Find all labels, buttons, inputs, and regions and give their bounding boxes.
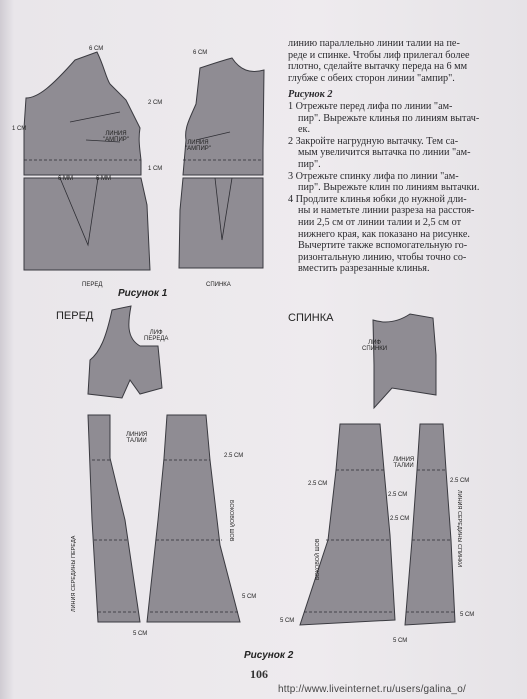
intro-line-2: плотно, сделайте вытачку переда на 6 мм	[288, 61, 468, 73]
fig2-label-center-back: ЛИНИЯ СЕРЕДИНЫ СПИНКИ	[456, 490, 462, 568]
step4-line-0: 4 Продлите клинья юбки до нужной дли-	[288, 193, 467, 205]
step4-line-2: нии 2,5 см от линии талии и 2,5 см от	[298, 216, 462, 228]
step2-line-1: мым увеличится вытачка по линии "ам-	[298, 147, 471, 159]
fig2-label-25cm-back-right: 2.5 СМ	[450, 478, 470, 484]
fig1-back-skirt	[179, 178, 263, 268]
fig1-front-bodice	[24, 52, 141, 175]
step4-line-1: ны и наметьте линии разреза на расстоя-	[298, 205, 475, 217]
fig1-label-back: СПИНКА	[206, 282, 231, 288]
fig2-front-heading: ПЕРЕД	[56, 310, 94, 322]
intro-line-3: глубже с обеих сторон линии "ампир".	[288, 72, 455, 84]
fig2-label-5cm-front-bottom: 5 СМ	[133, 631, 148, 637]
step2-line-0: 2 Закройте нагрудную вытачку. Тем са-	[288, 135, 459, 147]
fig2-label-bodice-front: ЛИФ ПЕРЕДА	[144, 330, 169, 342]
fig1-back-bodice	[183, 58, 264, 175]
fig1-caption: Рисунок 1	[118, 288, 168, 299]
step2-line-2: пир".	[298, 158, 321, 170]
fig2-front-skirt-side	[147, 415, 240, 622]
fig2-label-5cm-back-left: 5 СМ	[280, 618, 295, 624]
fig1-label-6cm-front: 6 СМ	[89, 46, 104, 52]
step4-line-4: Вычертите также вспомогательную го-	[298, 240, 468, 252]
step1-line-2: ек.	[298, 124, 311, 136]
step3-line-1: пир". Вырежьте клин по линиям вытачки.	[298, 182, 480, 194]
fig2-label-waist-back: ЛИНИЯ ТАЛИИ	[393, 457, 415, 469]
fig1-label-empire-back: ЛИНИЯ "АМПИР"	[185, 140, 211, 152]
intro-line-0: линию параллельно линии талии на пе-	[288, 38, 460, 49]
fig2-back-bodice	[373, 314, 436, 408]
fig2-caption: Рисунок 2	[244, 650, 294, 661]
fig2-front-bodice	[88, 306, 162, 398]
fig2-back-skirt-side	[300, 424, 395, 625]
intro-line-1: реде и спинке. Чтобы лиф прилегал более	[288, 49, 470, 61]
fig2-label-side-seam-back: БОКОВОЙ ШОВ	[315, 538, 321, 580]
fig2-label-bodice-back: ЛИФ СПИНКИ	[362, 340, 388, 352]
step1-line-0: 1 Отрежьте перед лифа по линии "ам-	[288, 100, 453, 112]
step4-line-3: нижнего края, как показано на рисунке.	[298, 228, 470, 240]
fig2-back-skirt-center	[405, 424, 455, 625]
fig2-label-waist-front: ЛИНИЯ ТАЛИИ	[126, 432, 148, 444]
fig2-label-25cm-back-mid: 2.5 СМ	[388, 492, 408, 498]
fig2-label-5cm-back-right: 5 СМ	[460, 612, 475, 618]
fig2-label-25cm-back-low: 2.5 СМ	[390, 516, 410, 522]
fig1-front-skirt	[24, 178, 150, 270]
fig1-label-empire-front: ЛИНИЯ "АМПИР"	[103, 131, 129, 143]
fig2-label-25cm-back-left: 2.5 СМ	[308, 481, 328, 487]
step1-line-1: пир". Вырежьте клинья по линиям вытач-	[298, 112, 480, 124]
watermark-url: http://www.liveinternet.ru/users/galina_o/	[278, 684, 466, 695]
fig1-label-6mm-a: 6 ММ	[58, 176, 73, 182]
fig2-back-heading: СПИНКА	[288, 312, 334, 324]
fig2-label-side-seam-front: БОКОВОЙ ШОВ	[228, 500, 234, 542]
step3-line-0: 3 Отрежьте спинку лифа по линии "ам-	[288, 170, 459, 182]
page-number: 106	[250, 667, 268, 681]
body-text-column	[288, 38, 520, 275]
fig1-label-1cm-left: 1 СМ	[12, 126, 27, 132]
step4-line-6: вместить разрезанные клинья.	[298, 263, 430, 275]
fig1-label-2cm: 2 СМ	[148, 100, 163, 106]
fig2-front-skirt-center	[88, 415, 140, 622]
fig2-label-5cm-back-bottom: 5 СМ	[393, 638, 408, 644]
figure-heading: Рисунок 2	[288, 89, 333, 101]
fig2-label-5cm-front-right: 5 СМ	[242, 594, 257, 600]
fig1-label-6mm-b: 6 ММ	[96, 176, 111, 182]
fig2-label-25cm-front: 2.5 СМ	[224, 453, 244, 459]
fig1-label-1cm-mid: 1 СМ	[148, 166, 163, 172]
step4-line-5: ризонтальную линию, чтобы точно со-	[298, 251, 467, 263]
fig2-label-center-front: ЛИНИЯ СЕРЕДИНЫ ПЕРЕДА	[71, 535, 77, 612]
fig1-label-front: ПЕРЕД	[82, 282, 103, 288]
fig1-label-6cm-back: 6 СМ	[193, 50, 208, 56]
